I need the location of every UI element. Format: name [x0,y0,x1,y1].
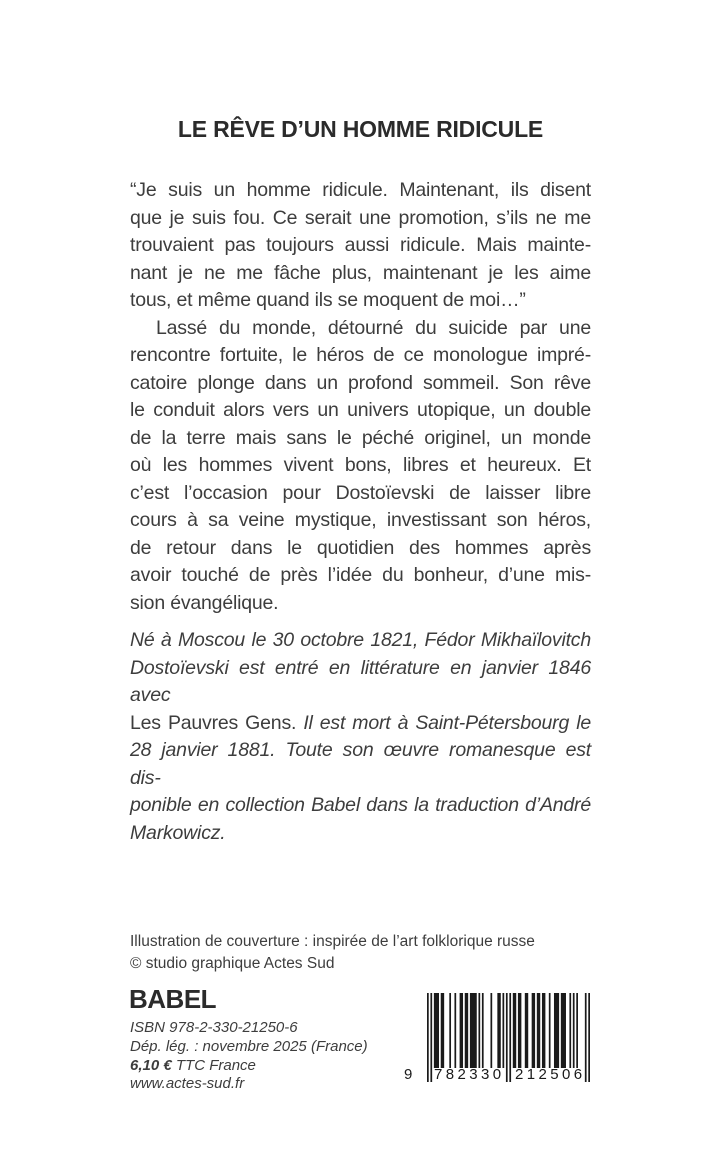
text-line [130,627,591,655]
text-segment: “Je suis un homme ridicule. Maintenant, ils disent [130,179,591,201]
text-segment: Dép. lég. : novembre 2025 (France) [130,1037,368,1055]
imprint-block [130,1019,430,1094]
quote-paragraph [130,177,591,315]
text-line [130,710,591,738]
text-line [130,792,591,820]
text-line [130,480,591,508]
text-segment: trouvaient pas toujours aussi ridicule. Mais mainte- [130,234,591,256]
text-segment: ISBN 978-2-330-21250-6 [130,1019,298,1036]
text-line [130,177,591,205]
text-segment: ponible en collection Babel dans la traduction d’André [130,794,591,816]
text-line [130,535,591,563]
text-segment: Dostoïevski est entré en littérature en janvier 1846 avec [130,656,591,706]
text-segment: 28 janvier 1881. Toute son œuvre romanesque est dis- [130,739,591,789]
synopsis-paragraph [130,315,591,618]
imprint-line [130,1057,430,1076]
text-line [130,425,591,453]
imprint-line [130,1038,430,1057]
text-segment: de retour dans le quotidien des hommes après [130,536,591,559]
text-segment: avoir touché de près l’idée du bonheur, d’une mis- [130,564,591,586]
text-segment: nant je ne me fâche plus, maintenant je les aime [130,261,591,284]
text-line [130,260,591,288]
text-segment: TTC France [171,1056,256,1074]
text-segment: sion évangélique. [130,591,279,614]
text-segment: Il est mort à Saint-Pétersbourg le [296,711,592,734]
text-segment: le conduit alors vers un univers utopique, un double [130,399,591,421]
text-segment: c’est l’occasion pour Dostoïevski de laisser libre [130,481,591,504]
barcode-digit-group-1: 782330 [434,1066,505,1083]
barcode-digit-group-2: 212506 [515,1066,586,1083]
text-line [130,342,591,370]
text-line [130,370,591,398]
text-segment: Lassé du monde, détourné du suicide par une [156,316,591,339]
text-segment: rencontre fortuite, le héros de ce monologue impré- [130,344,591,366]
cover-credits [130,931,610,974]
text-segment: Né à Moscou le 30 octobre 1821, Fédor Mikhaïlovitch [130,629,591,651]
text-segment: catoire plonge dans un profond sommeil. Son rêve [130,371,591,394]
text-segment: que je suis fou. Ce serait une promotion, s’ils ne me [130,206,591,229]
text-line [130,232,591,260]
book-title: LE RÊVE D’UN HOMME RIDICULE [177,116,544,142]
illustration-credit-line: Illustration de couverture : inspirée de l’art folklorique russe [130,933,535,950]
text-line [130,397,591,425]
text-segment: cours à sa veine mystique, investissant son héros, [130,509,591,531]
imprint-line [130,1019,430,1038]
text-segment: tous, et même quand ils se moquent de moi…” [130,289,526,311]
text-line [130,737,591,792]
text-segment: Les Pauvres Gens. [130,711,297,734]
text-line [130,287,591,315]
text-line [130,820,591,848]
imprint-line [130,1075,430,1094]
copyright-credit-line: © studio graphique Actes Sud [130,954,335,972]
text-segment: de la terre mais sans le péché originel, un monde [130,426,591,449]
text-line [130,507,591,535]
text-segment: www.actes-sud.fr [130,1075,245,1093]
body-text [130,177,591,847]
text-line [130,315,591,343]
text-segment: 6,10 € [130,1056,172,1074]
text-segment: Markowicz. [130,821,226,844]
text-line [130,590,591,618]
babel-logo: BABEL [129,984,217,1014]
text-line [130,205,591,233]
text-line [130,452,591,480]
author-bio-paragraph [130,627,591,847]
text-line [130,655,591,710]
barcode-digit-lead: 9 [404,1066,413,1083]
text-line [130,562,591,590]
text-segment: où les hommes vivent bons, libres et heureux. Et [130,454,591,476]
